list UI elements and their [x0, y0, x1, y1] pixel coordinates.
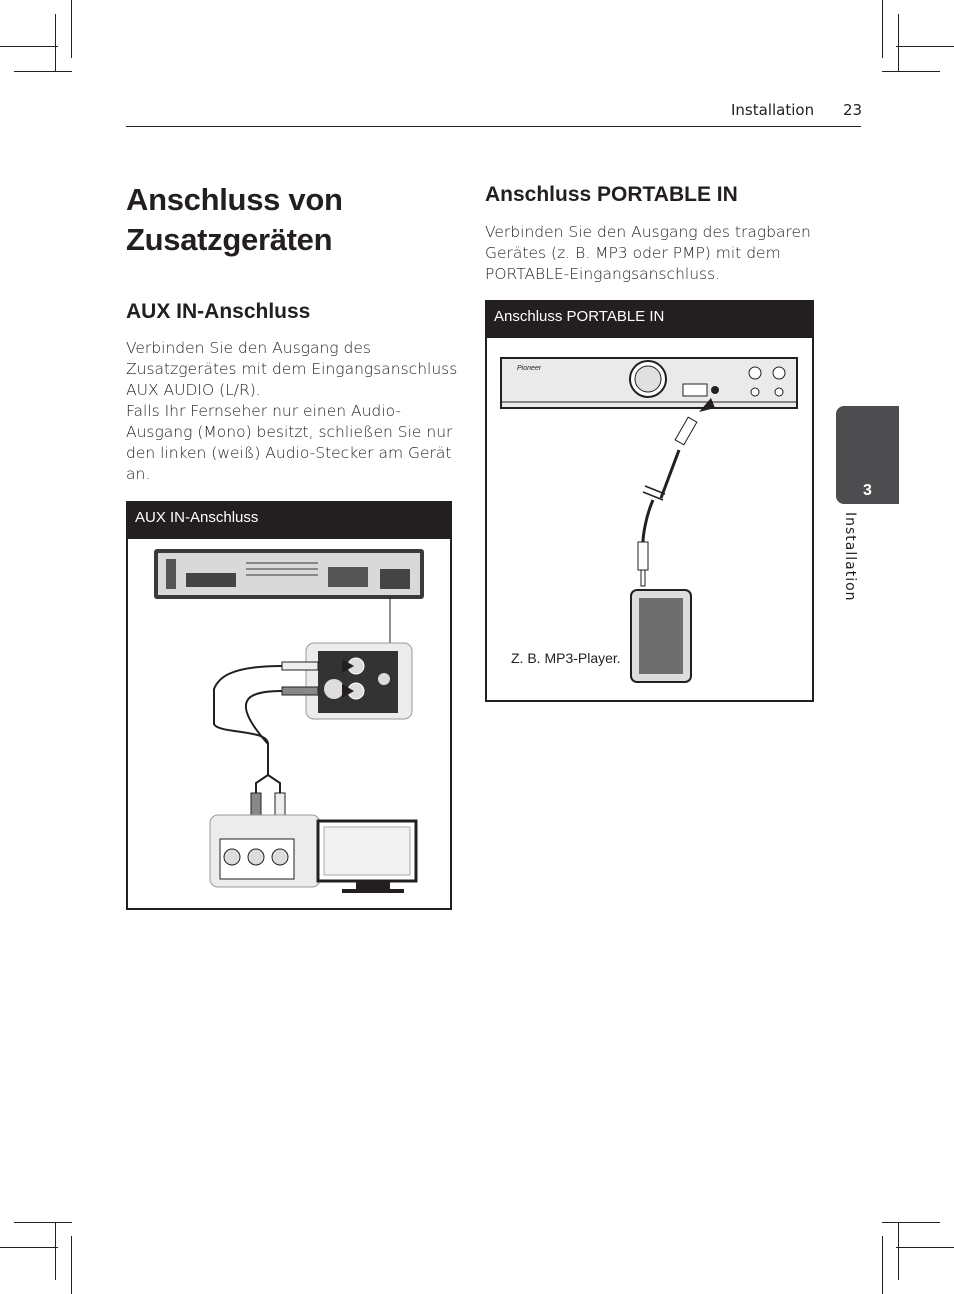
portable-in-figure-caption: Anschluss PORTABLE IN	[487, 302, 812, 338]
aux-in-body: Verbinden Sie den Ausgang des Zusatzgerätes mit dem Eingangsanschluss AUX AUDIO (L/R). Falls Ihr Fernseher nur einen Audio-Ausgang (Mono) besitzt, schließen Sie nur den linken (weiß) Audio-Stecker am Gerät an.	[126, 339, 458, 483]
crop-mark	[882, 1236, 883, 1294]
chapter-number: 3	[863, 482, 872, 499]
crop-mark	[896, 46, 954, 47]
portable-in-diagram	[487, 338, 812, 700]
chapter-label: Installation	[842, 512, 858, 602]
crop-mark	[14, 1222, 72, 1223]
crop-mark	[898, 14, 899, 72]
portable-in-body: Verbinden Sie den Ausgang des tragbaren Gerätes (z. B. MP3 oder PMP) mit dem PORTABLE-Eingangsanschluss.	[485, 223, 811, 283]
portable-in-jack	[711, 386, 719, 394]
crop-mark	[55, 1222, 56, 1280]
aux-in-figure-caption: AUX IN-Anschluss	[128, 503, 450, 539]
chapter-tab	[836, 406, 899, 504]
crop-mark	[14, 71, 72, 72]
portable-in-figure	[485, 300, 814, 702]
page-number: 23	[843, 101, 863, 119]
crop-mark	[71, 0, 72, 58]
crop-mark	[896, 1247, 954, 1248]
crop-mark	[55, 14, 56, 72]
mp3-player-label: Z. B. MP3-Player.	[511, 650, 621, 666]
portable-in-heading: Anschluss PORTABLE IN	[485, 183, 738, 206]
page-title: Anschluss von Zusatzgeräten	[126, 182, 343, 257]
header-rule	[126, 126, 861, 127]
crop-mark	[882, 1222, 940, 1223]
svg-text:Pioneer: Pioneer	[517, 365, 542, 372]
running-header: Installation	[731, 101, 815, 119]
crop-mark	[882, 71, 940, 72]
crop-mark	[0, 1247, 58, 1248]
aux-in-figure	[126, 501, 452, 910]
crop-mark	[0, 46, 58, 47]
aux-in-diagram	[128, 539, 450, 908]
crop-mark	[71, 1236, 72, 1294]
crop-mark	[898, 1222, 899, 1280]
crop-mark	[882, 0, 883, 58]
aux-in-heading: AUX IN-Anschluss	[126, 300, 311, 323]
